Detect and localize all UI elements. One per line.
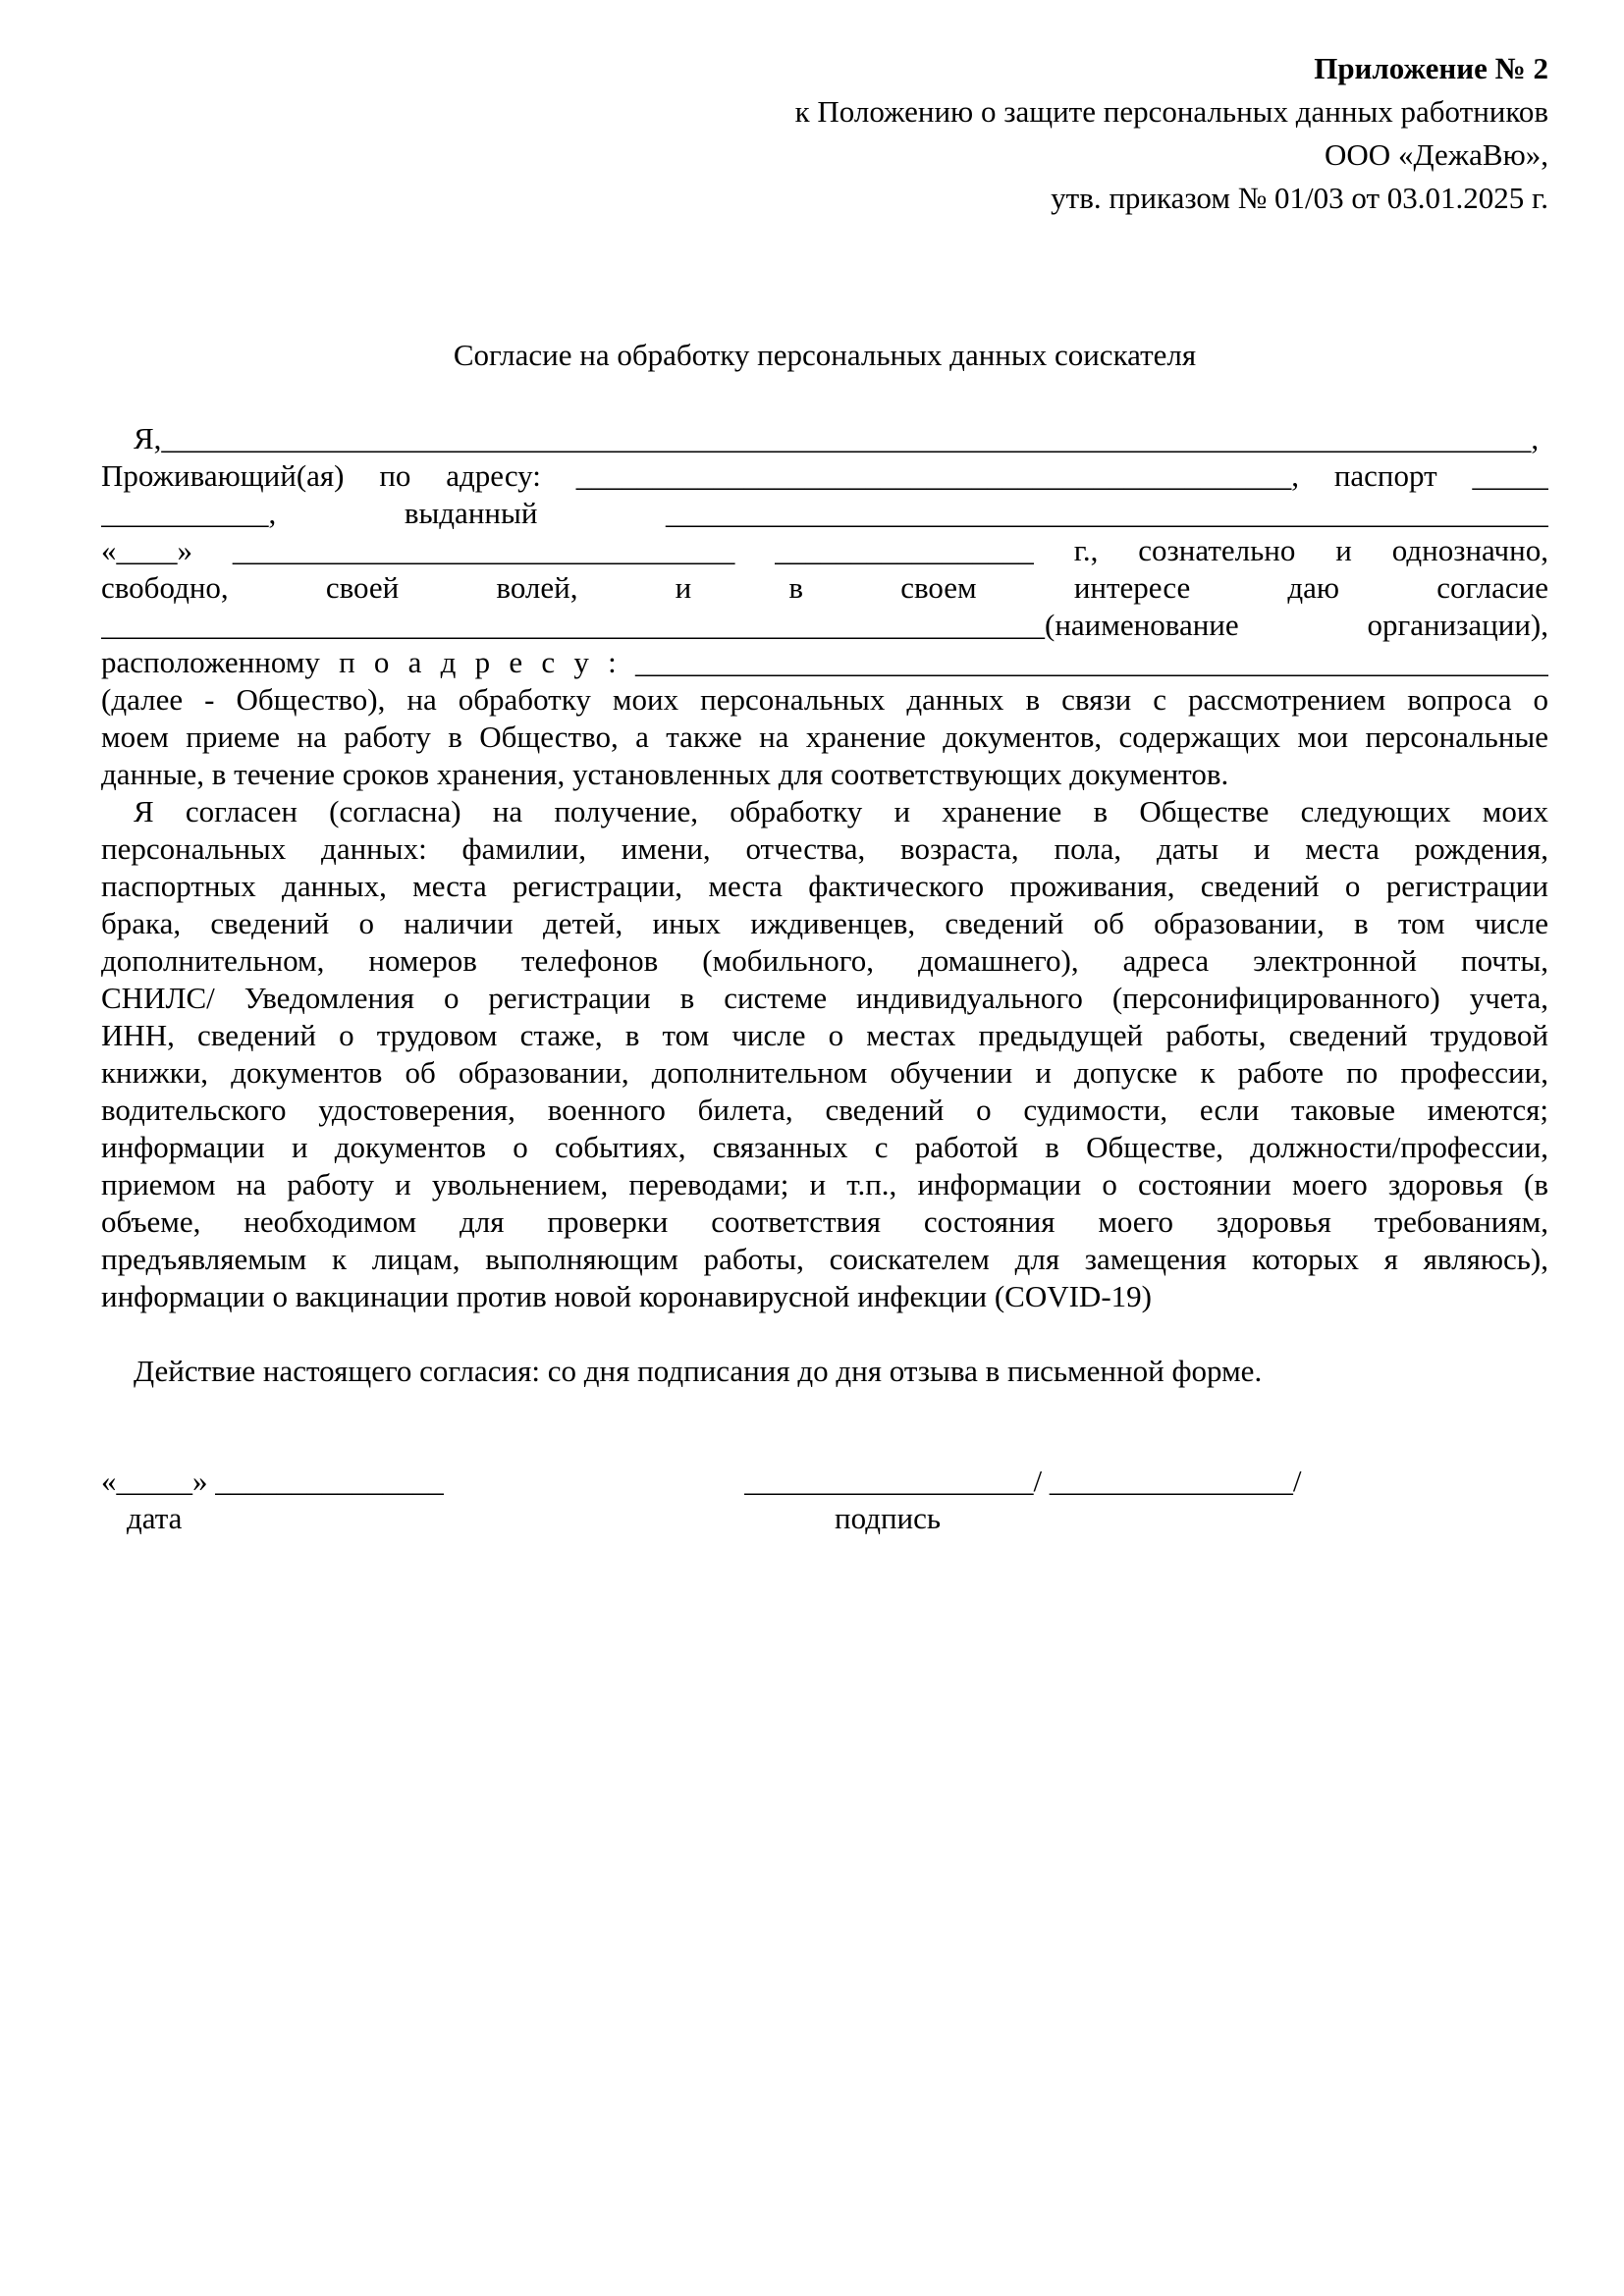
document-text-line: информации и документов о событиях, связанных с работой в Обществе, должности/профессии,	[101, 1130, 1548, 1164]
document-text-line: информации о вакцинации против новой коронавирусной инфекции (COVID-19)	[101, 1279, 1152, 1313]
signature-block	[101, 1463, 1548, 1537]
document-text-line: предъявляемым к лицам, выполняющим работы, соискателем для замещения которых я являюсь),	[101, 1242, 1548, 1276]
fill-in-blank-line: расположенному п о а д р е с у : ____________________________________________________________	[101, 645, 1548, 679]
document-body	[101, 420, 1548, 1390]
document-text-line: брака, сведений о наличии детей, иных иждивенцев, сведений об образовании, в том числе	[101, 906, 1548, 940]
fill-in-blank-line: ______________________________________________________________(наименование организации),	[101, 608, 1548, 642]
document-text-line: данные, в течение сроков хранения, установленных для соответствующих документов.	[101, 757, 1229, 791]
signature-line-row	[101, 1463, 1548, 1500]
fill-in-blank-line: «____» _________________________________ _________________ г., сознательно и однозначно,	[101, 533, 1548, 567]
signature-label: подпись	[835, 1501, 942, 1535]
document-text-line: Действие настоящего согласия: со дня подписания до дня отзыва в письменной форме.	[134, 1354, 1263, 1388]
document-text-line: (далее - Общество), на обработку моих персональных данных в связи с рассмотрением вопроса о	[101, 682, 1548, 717]
document-title: Согласие на обработку персональных данных соискателя	[453, 338, 1197, 372]
header-line-regulation: к Положению о защите персональных данных работников	[794, 94, 1548, 129]
document-text-line: Я согласен (согласна) на получение, обработку и хранение в Обществе следующих моих	[134, 794, 1548, 828]
document-text-line: моем приеме на работу в Общество, а также на хранение документов, содержащих мои персональные	[101, 720, 1548, 754]
document-text-line: паспортных данных, места регистрации, места фактического проживания, сведений о регистрации	[101, 869, 1548, 903]
header-line-order: утв. приказом № 01/03 от 03.01.2025 г.	[1051, 181, 1548, 215]
document-text-line: СНИЛС/ Уведомления о регистрации в системе индивидуального (персонифицированного) учета,	[101, 981, 1548, 1015]
signature-fill-in-line: ___________________/ ________________/	[744, 1464, 1302, 1498]
document-text-line: книжки, документов об образовании, дополнительном обучении и допуске к работе по профессии,	[101, 1055, 1548, 1090]
document-text-line: свободно, своей волей, и в своем интересе даю согласие	[101, 570, 1548, 605]
fill-in-blank-line: Я,__________________________________________________________________________________________,	[134, 421, 1540, 455]
document-header	[101, 47, 1548, 220]
document-text-line: водительского удостоверения, военного билета, сведений о судимости, если таковые имеются;	[101, 1093, 1548, 1127]
date-fill-in-line: «_____» _______________	[101, 1464, 444, 1498]
header-line-appendix: Приложение № 2	[1314, 51, 1548, 85]
signature-labels-row	[101, 1500, 1548, 1537]
document-text-line: дополнительном, номеров телефонов (мобильного, домашнего), адреса электронной почты,	[101, 943, 1548, 978]
paragraph-personal-data-list	[101, 793, 1548, 1315]
document-text-line: приемом на работу и увольнением, переводами; и т.п., информации о состоянии моего здоровья (в	[101, 1167, 1548, 1201]
document-text-line: персональных данных: фамилии, имени, отчества, возраста, пола, даты и места рождения,	[101, 831, 1548, 866]
fill-in-blank-line: Проживающий(ая) по адресу: _______________________________________________, паспорт _____	[101, 458, 1548, 493]
fill-in-blank-line: ___________, выданный __________________________________________________________	[101, 496, 1548, 530]
header-line-company: ООО «ДежаВю»,	[1325, 137, 1548, 172]
document-text-line: ИНН, сведений о трудовом стаже, в том числе о местах предыдущей работы, сведений трудовой	[101, 1018, 1548, 1052]
document-text-line: объеме, необходимом для проверки соответствия состояния моего здоровья требованиям,	[101, 1204, 1548, 1239]
date-label: дата	[127, 1501, 183, 1535]
paragraph-consent-intro	[101, 420, 1548, 793]
paragraph-validity-term	[101, 1353, 1548, 1390]
